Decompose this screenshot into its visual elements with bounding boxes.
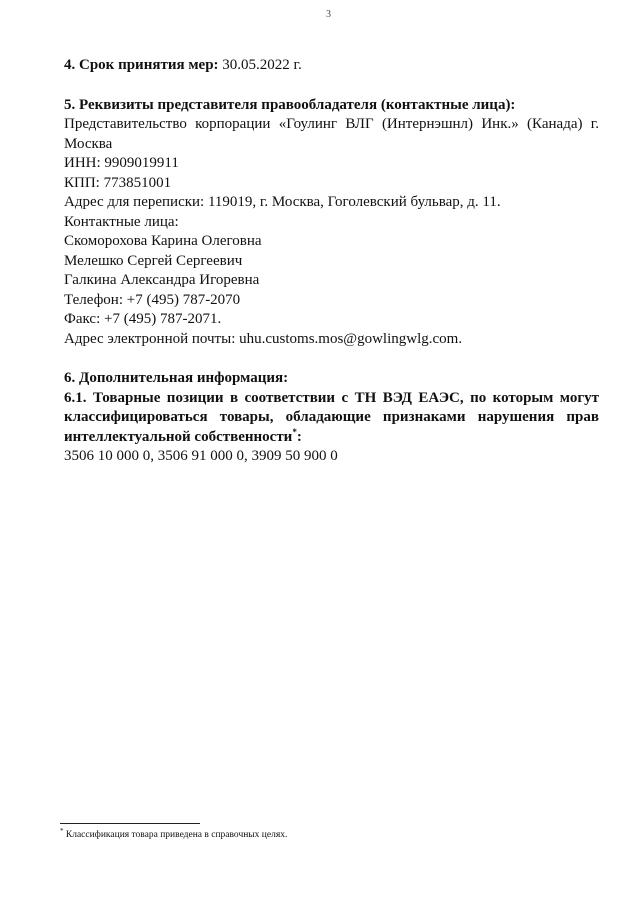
fax-line: Факс: +7 (495) 787-2071.	[64, 311, 222, 327]
section-5	[64, 96, 599, 350]
address-line: Адрес для переписки: 119019, г. Москва, Гоголевский бульвар, д. 11.	[64, 194, 501, 210]
contact-person: Галкина Александра Игоревна	[64, 272, 260, 288]
contact-person: Мелешко Сергей Сергеевич	[64, 252, 243, 269]
phone-line: Телефон: +7 (495) 787-2070	[64, 291, 241, 308]
page-number: 3	[326, 9, 331, 20]
footnote	[60, 826, 460, 841]
representative-name: Представительство корпорации «Гоулинг ВЛГ (Интернэшнл) Инк.» (Канада) г. Москва	[64, 116, 599, 152]
tariff-codes: 3506 10 000 0, 3506 91 000 0, 3909 50 900 0	[64, 448, 338, 464]
section-6-title: 6. Дополнительная информация:	[64, 370, 289, 386]
footnote-mark: *	[60, 826, 64, 835]
section-6-1-subtitle	[64, 389, 599, 448]
section-5-title: 5. Реквизиты представителя правообладателя (контактные лица):	[64, 96, 516, 113]
section-4-title: 4. Срок принятия мер:	[64, 57, 219, 73]
document-body	[64, 56, 599, 467]
subtitle-colon: :	[296, 428, 302, 445]
footnote-text: Классификация товара приведена в справочных целях.	[63, 830, 288, 840]
section-6	[64, 369, 599, 467]
contact-person: Скоморохова Карина Олеговна	[64, 233, 262, 249]
footnote-divider	[60, 823, 200, 824]
contacts-label: Контактные лица:	[64, 213, 179, 230]
email-line: Адрес электронной почты: uhu.customs.mos@gowlingwlg.com.	[64, 330, 463, 347]
kpp-line: КПП: 773851001	[64, 174, 172, 191]
section-4	[64, 56, 599, 76]
subtitle-text: 6.1. Товарные позиции в соответствии с ТН ВЭД ЕАЭС, по которым могут классифицироваться товары, обладающие признаками нарушения прав интеллектуальной собственности	[64, 389, 599, 445]
inn-line: ИНН: 9909019911	[64, 155, 179, 171]
deadline-date: 30.05.2022 г.	[218, 57, 302, 73]
footnote-reference: *	[292, 426, 297, 437]
